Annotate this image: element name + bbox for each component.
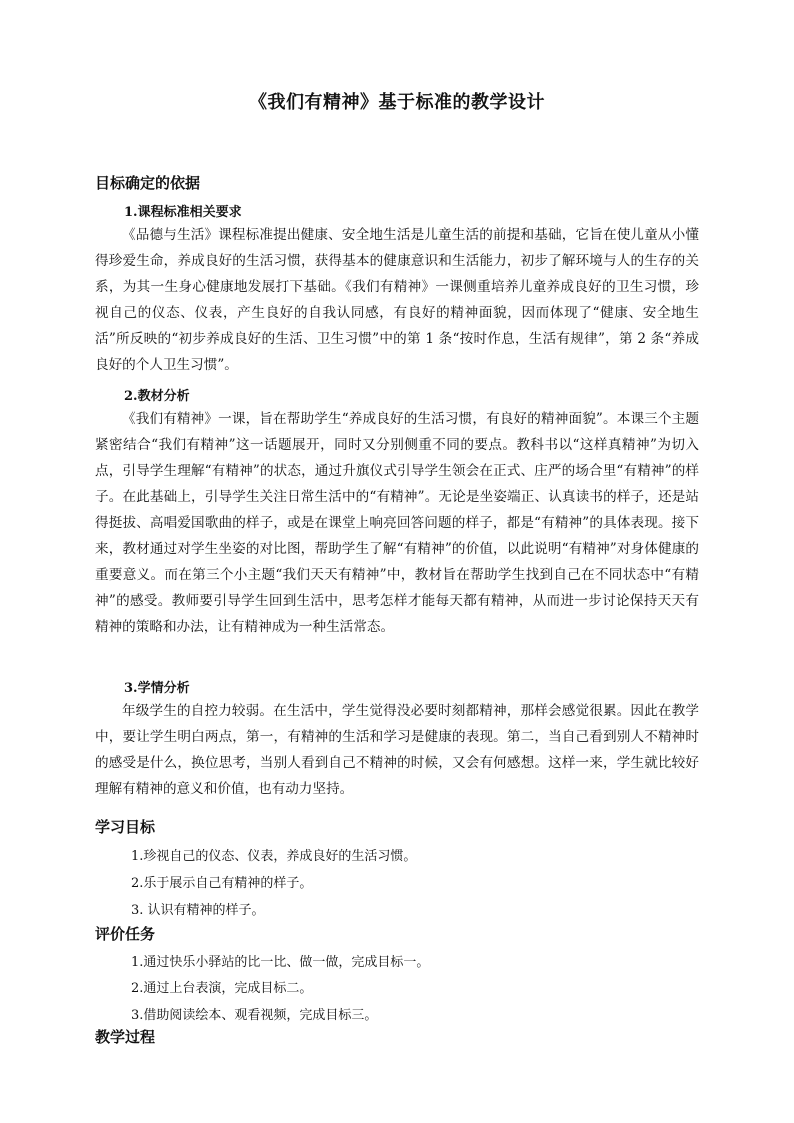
learning-goal-item-2: 2.乐于展示自己有精神的样子。	[131, 876, 313, 891]
paragraph-student-analysis: 年级学生的自控力较弱。在生活中，学生觉得没必要时刻都精神，那样会感觉很累。因此在教学中，要让学生明白两点，第一，有精神的生活和学习是健康的表现。第二，当自己看到别人不精神时的感受是什么，换位思考，当别人看到自己不精神的时候，又会有何感想。这样一来，学生就比较好理解有精神的意义和价值，也有动力坚持。	[95, 703, 699, 797]
assessment-task-item-2: 2.通过上台表演，完成目标二。	[131, 981, 313, 996]
subheading-textbook-analysis: 2.教材分析	[124, 389, 190, 404]
section-heading-learning-goals: 学习目标	[95, 818, 156, 836]
learning-goal-item-3: 3. 认识有精神的样子。	[131, 903, 265, 918]
assessment-task-item-3: 3.借助阅读绘本、观看视频，完成目标三。	[131, 1008, 378, 1023]
assessment-task-item-1: 1.通过快乐小驿站的比一比、做一做，完成目标一。	[131, 955, 430, 970]
document-title: 《我们有精神》基于标准的教学设计	[249, 92, 545, 113]
subheading-student-analysis: 3.学情分析	[124, 681, 190, 696]
section-heading-teaching-process: 教学过程	[95, 1028, 156, 1046]
paragraph-curriculum-standard: 《品德与生活》课程标准提出健康、安全地生活是儿童生活的前提和基础，它旨在使儿童从小懂得珍爱生命，养成良好的生活习惯，获得基本的健康意识和生活能力，初步了解环境与人的生存的关系，为其一生身心健康地发展打下基础。《我们有精神》一课侧重培养儿童养成良好的卫生习惯，珍视自己的仪态、仪表，产生良好的自我认同感，有良好的精神面貌，因而体现了“健康、安全地生活”所反映的“初步养成良好的生活、卫生习惯”中的第 1 条“按时作息，生活有规律”，第 2 条“养成良好的个人卫生习惯”。	[95, 227, 699, 373]
learning-goal-item-1: 1.珍视自己的仪态、仪表，养成良好的生活习惯。	[131, 849, 417, 864]
section-heading-assessment-tasks: 评价任务	[95, 925, 156, 943]
section-heading-basis: 目标确定的依据	[95, 174, 201, 192]
paragraph-textbook-analysis: 《我们有精神》一课，旨在帮助学生“养成良好的生活习惯，有良好的精神面貌”。本课三个主题紧密结合“我们有精神”这一话题展开，同时又分别侧重不同的要点。教科书以“这样真精神”为切入点，引导学生理解“有精神”的状态，通过升旗仪式引导学生领会在正式、庄严的场合里“有精神”的样子。在此基础上，引导学生关注日常生活中的“有精神”。无论是坐姿端正、认真读书的样子，还是站得挺拔、高唱爱国歌曲的样子，或是在课堂上响亮回答问题的样子，都是“有精神”的具体表现。接下来，教材通过对学生坐姿的对比图，帮助学生了解“有精神”的价值，以此说明“有精神”对身体健康的重要意义。而在第三个小主题“我们天天有精神”中，教材旨在帮助学生找到自己在不同状态中“有精神”的感受。教师要引导学生回到生活中，思考怎样才能每天都有精神，从而进一步讨论保持天天有精神的策略和办法，让有精神成为一种生活常态。	[95, 411, 699, 635]
subheading-curriculum-standard: 1.课程标准相关要求	[124, 205, 242, 220]
